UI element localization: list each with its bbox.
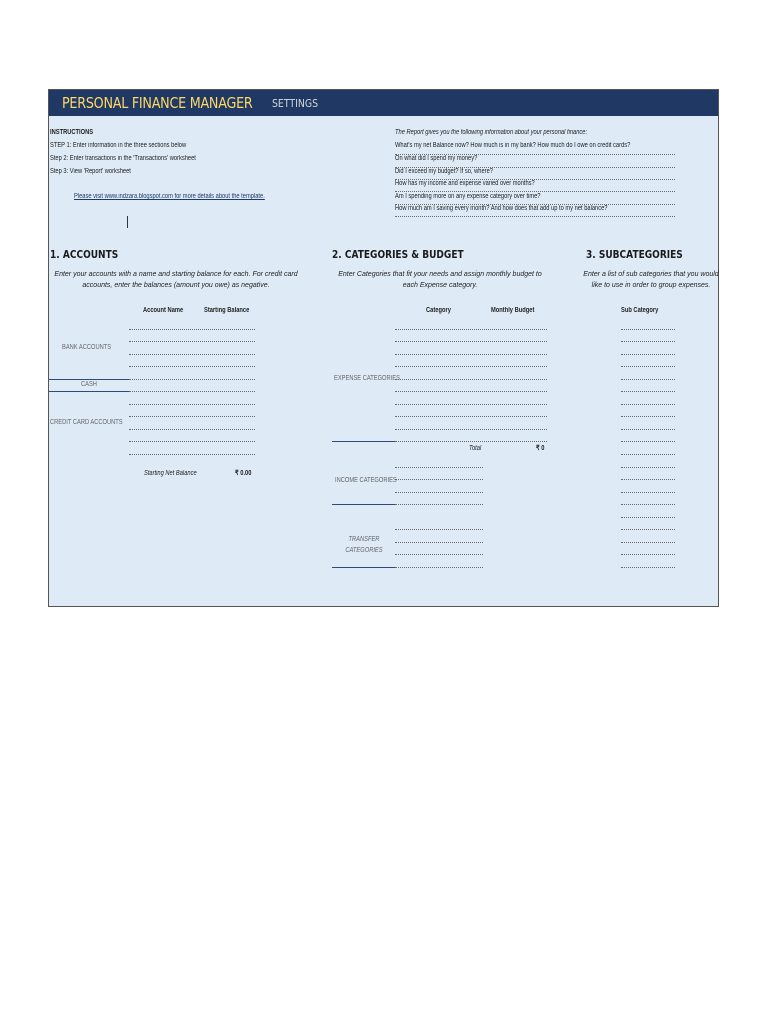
- settings-sheet: [48, 89, 719, 607]
- group-credit-card-accounts: CREDIT CARD ACCOUNTS: [50, 419, 123, 426]
- col-starting-balance: Starting Balance: [204, 307, 250, 314]
- report-question-3: Did I exceed my budget? If so, where?: [395, 168, 493, 175]
- group-transfer-categories: TRANSFER CATEGORIES: [345, 536, 383, 554]
- report-question-6: How much am I saving every month? And how does that add up to my net balance?: [395, 205, 608, 212]
- net-balance-value: ₹ 0.00: [235, 470, 252, 477]
- group-cash: CASH: [81, 381, 97, 388]
- group-expense-categories: EXPENSE CATEGORIES: [334, 375, 400, 382]
- accounts-heading: 1. ACCOUNTS: [50, 248, 119, 261]
- instructions-heading: INSTRUCTIONS: [50, 129, 94, 136]
- text-cursor: [127, 216, 128, 228]
- budget-total-label: Total: [469, 445, 482, 452]
- budget-total-value: ₹ 0: [536, 445, 545, 452]
- subcategories-description: Enter a list of sub categories that you would like to use in order to group expenses.: [583, 271, 719, 289]
- report-question-5: Am I spending more on any expense category over time?: [395, 193, 541, 200]
- net-balance-label: Starting Net Balance: [144, 470, 197, 477]
- page-title: PERSONAL FINANCE MANAGER: [62, 94, 253, 112]
- report-question-2: On what did I spend my money?: [395, 155, 478, 162]
- instruction-step-1: STEP 1: Enter information in the three sections below: [50, 142, 187, 149]
- page-subtitle: SETTINGS: [272, 97, 319, 110]
- report-intro: The Report gives you the following information about your personal finance:: [395, 129, 588, 136]
- categories-heading: 2. CATEGORIES & BUDGET: [332, 248, 464, 261]
- group-income-categories: INCOME CATEGORIES: [335, 477, 397, 484]
- categories-description: Enter Categories that fit your needs and assign monthly budget to each Expense category.: [338, 271, 542, 289]
- report-question-1: What's my net Balance now? How much is in my bank? How much do I owe on credit cards?: [395, 142, 631, 149]
- accounts-description: Enter your accounts with a name and starting balance for each. For credit card accounts, enter the balances (amount you owe) as negative.: [54, 271, 298, 289]
- instruction-step-2: Step 2: Enter transactions in the 'Transactions' worksheet: [50, 155, 196, 162]
- header-bar: [49, 90, 718, 116]
- col-account-name: Account Name: [143, 307, 184, 314]
- col-monthly-budget: Monthly Budget: [491, 307, 535, 314]
- group-bank-accounts: BANK ACCOUNTS: [62, 344, 112, 351]
- subcategories-heading: 3. SUBCATEGORIES: [586, 248, 683, 261]
- report-question-4: How has my income and expense varied over months?: [395, 180, 535, 187]
- col-sub-category: Sub Category: [621, 307, 659, 314]
- col-category: Category: [426, 307, 451, 314]
- visit-link[interactable]: Please visit www.indzara.blogspot.com for more details about the template.: [74, 193, 265, 200]
- instruction-step-3: Step 3: View 'Report' worksheet: [50, 168, 131, 175]
